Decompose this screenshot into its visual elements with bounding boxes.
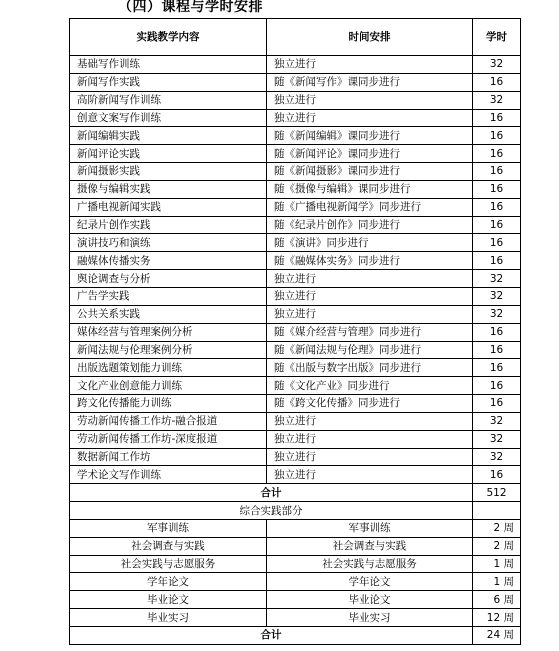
table-row [70, 555, 521, 573]
table-row [70, 537, 521, 555]
course-name-cell: 舆论调查与分析 [70, 270, 267, 288]
total-label: 合计 [70, 627, 473, 645]
table-row [70, 198, 521, 216]
schedule-cell: 随《媒介经营与管理》同步进行 [267, 323, 473, 341]
practice-schedule-cell: 学年论文 [267, 573, 473, 591]
weeks-cell: 1 周 [473, 555, 521, 573]
schedule-cell: 随《演讲》同步进行 [267, 234, 473, 252]
table-row [70, 359, 521, 377]
weeks-cell: 12 周 [473, 609, 521, 627]
hours-cell: 32 [473, 412, 521, 430]
hours-cell: 32 [473, 91, 521, 109]
table-row [70, 573, 521, 591]
table-row [70, 395, 521, 413]
course-name-cell: 创意文案写作训练 [70, 109, 267, 127]
schedule-cell: 随《新闻摄影》课同步进行 [267, 163, 473, 181]
hours-cell: 32 [473, 56, 521, 74]
hours-cell: 16 [473, 127, 521, 145]
practice-name-cell: 毕业实习 [70, 609, 267, 627]
schedule-cell: 独立进行 [267, 466, 473, 484]
table-row [70, 163, 521, 181]
course-name-cell: 劳动新闻传播工作坊-融合报道 [70, 412, 267, 430]
course-name-cell: 新闻法规与伦理案例分析 [70, 341, 267, 359]
table-row [70, 412, 521, 430]
hours-cell: 16 [473, 180, 521, 198]
table-row [70, 341, 521, 359]
practice-name-cell: 学年论文 [70, 573, 267, 591]
practice-schedule-cell: 毕业实习 [267, 609, 473, 627]
practice-schedule-cell: 毕业论文 [267, 591, 473, 609]
table-row [70, 377, 521, 395]
course-name-cell: 摄像与编辑实践 [70, 180, 267, 198]
schedule-cell: 随《摄像与编辑》课同步进行 [267, 180, 473, 198]
course-name-cell: 广播电视新闻实践 [70, 198, 267, 216]
schedule-cell: 独立进行 [267, 430, 473, 448]
course-name-cell: 文化产业创意能力训练 [70, 377, 267, 395]
schedule-cell: 随《跨文化传播》同步进行 [267, 395, 473, 413]
schedule-cell: 独立进行 [267, 270, 473, 288]
section-heading: （四）课程与学时安排 [118, 0, 263, 15]
course-name-cell: 媒体经营与管理案例分析 [70, 323, 267, 341]
table-row [70, 323, 521, 341]
table-row [70, 448, 521, 466]
hours-cell: 16 [473, 466, 521, 484]
schedule-cell: 随《新闻法规与伦理》同步进行 [267, 341, 473, 359]
table-row [70, 591, 521, 609]
total-row [70, 627, 521, 645]
table-row [70, 430, 521, 448]
hours-cell: 32 [473, 287, 521, 305]
schedule-cell: 随《新闻写作》课同步进行 [267, 73, 473, 91]
table-row [70, 519, 521, 537]
course-name-cell: 基础写作训练 [70, 56, 267, 74]
course-name-cell: 学术论文写作训练 [70, 466, 267, 484]
schedule-cell: 独立进行 [267, 91, 473, 109]
schedule-cell: 随《融媒体实务》同步进行 [267, 252, 473, 270]
course-name-cell: 公共关系实践 [70, 305, 267, 323]
course-name-cell: 新闻编辑实践 [70, 127, 267, 145]
table-row [70, 287, 521, 305]
empty-cell [473, 502, 521, 520]
hours-cell: 16 [473, 359, 521, 377]
schedule-cell: 随《广播电视新闻学》同步进行 [267, 198, 473, 216]
table-row [70, 56, 521, 74]
column-header: 实践教学内容 [70, 19, 267, 56]
schedule-cell: 随《新闻评论》课同步进行 [267, 145, 473, 163]
course-name-cell: 演讲技巧和演练 [70, 234, 267, 252]
hours-cell: 32 [473, 305, 521, 323]
column-header: 时间安排 [267, 19, 473, 56]
schedule-cell: 独立进行 [267, 109, 473, 127]
table-row [70, 91, 521, 109]
table-row [70, 73, 521, 91]
weeks-cell: 2 周 [473, 519, 521, 537]
weeks-cell: 6 周 [473, 591, 521, 609]
course-name-cell: 出版选题策划能力训练 [70, 359, 267, 377]
practice-schedule-cell: 军事训练 [267, 519, 473, 537]
table-row [70, 252, 521, 270]
course-name-cell: 数据新闻工作坊 [70, 448, 267, 466]
course-name-cell: 新闻写作实践 [70, 73, 267, 91]
table-row [70, 145, 521, 163]
table-row [70, 234, 521, 252]
table-row [70, 127, 521, 145]
practice-name-cell: 军事训练 [70, 519, 267, 537]
course-name-cell: 纪录片创作实践 [70, 216, 267, 234]
schedule-cell: 随《纪录片创作》同步进行 [267, 216, 473, 234]
practice-name-cell: 社会调查与实践 [70, 537, 267, 555]
table-row [70, 180, 521, 198]
hours-cell: 16 [473, 234, 521, 252]
course-name-cell: 跨文化传播能力训练 [70, 395, 267, 413]
schedule-cell: 随《文化产业》同步进行 [267, 377, 473, 395]
hours-cell: 32 [473, 430, 521, 448]
total-row [70, 484, 521, 502]
table-row [70, 305, 521, 323]
table-row [70, 609, 521, 627]
schedule-cell: 独立进行 [267, 412, 473, 430]
weeks-cell: 1 周 [473, 573, 521, 591]
schedule-cell: 独立进行 [267, 305, 473, 323]
total-hours: 512 [473, 484, 521, 502]
schedule-cell: 随《新闻编辑》课同步进行 [267, 127, 473, 145]
course-name-cell: 融媒体传播实务 [70, 252, 267, 270]
schedule-cell: 独立进行 [267, 448, 473, 466]
table-row [70, 216, 521, 234]
course-name-cell: 新闻评论实践 [70, 145, 267, 163]
hours-cell: 16 [473, 198, 521, 216]
hours-cell: 16 [473, 323, 521, 341]
weeks-cell: 2 周 [473, 537, 521, 555]
practice-schedule-cell: 社会调查与实践 [267, 537, 473, 555]
practice-name-cell: 毕业论文 [70, 591, 267, 609]
schedule-cell: 独立进行 [267, 56, 473, 74]
course-schedule-table [69, 18, 521, 645]
practice-schedule-cell: 社会实践与志愿服务 [267, 555, 473, 573]
schedule-cell: 随《出版与数字出版》同步进行 [267, 359, 473, 377]
practice-name-cell: 社会实践与志愿服务 [70, 555, 267, 573]
course-name-cell: 高阶新闻写作训练 [70, 91, 267, 109]
hours-cell: 16 [473, 73, 521, 91]
table-row [70, 109, 521, 127]
hours-cell: 32 [473, 448, 521, 466]
section-label: 综合实践部分 [70, 502, 473, 520]
total-weeks: 24 周 [473, 627, 521, 645]
total-label: 合计 [70, 484, 473, 502]
table-row [70, 466, 521, 484]
column-header: 学时 [473, 19, 521, 56]
course-name-cell: 新闻摄影实践 [70, 163, 267, 181]
hours-cell: 16 [473, 377, 521, 395]
hours-cell: 16 [473, 395, 521, 413]
hours-cell: 16 [473, 216, 521, 234]
course-name-cell: 广告学实践 [70, 287, 267, 305]
schedule-cell: 独立进行 [267, 287, 473, 305]
hours-cell: 16 [473, 341, 521, 359]
hours-cell: 16 [473, 252, 521, 270]
hours-cell: 32 [473, 270, 521, 288]
hours-cell: 16 [473, 145, 521, 163]
course-name-cell: 劳动新闻传播工作坊-深度报道 [70, 430, 267, 448]
table-row [70, 270, 521, 288]
hours-cell: 16 [473, 109, 521, 127]
table-header-row [70, 19, 521, 56]
hours-cell: 16 [473, 163, 521, 181]
section-row [70, 502, 521, 520]
